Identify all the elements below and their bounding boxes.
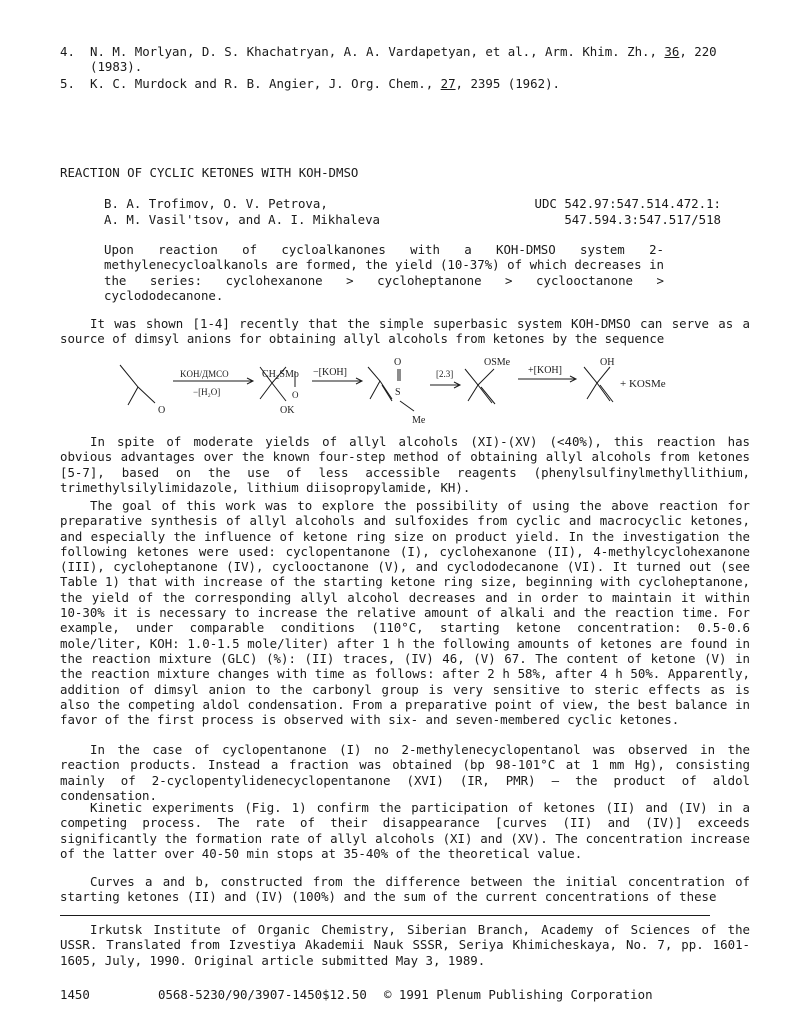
copyright: © 1991 Plenum Publishing Corporation bbox=[384, 987, 653, 1002]
reference-4 bbox=[60, 44, 750, 76]
sulfoxide-oxygen-label: O bbox=[394, 357, 402, 368]
reaction-scheme bbox=[100, 355, 740, 427]
body-paragraph-3: In the case of cyclopentanone (I) no 2-methylenecyclopentanol was observed in the reaction products. Instead a fraction was obtained (bp 98-101°C at 1 mm Hg), consisting mainly of 2-cyclopentylidenecyclopentanone (XVI) (IR, PMR) — the product of aldol condensation. bbox=[60, 742, 750, 803]
ok-label: OK bbox=[280, 405, 295, 416]
article-code: 0568-5230/90/3907-1450$12.50 bbox=[158, 987, 367, 1002]
small-oxygen-label: O bbox=[292, 390, 299, 400]
reference-text-end: , 220 (1983). bbox=[90, 44, 717, 75]
reagent-minus-koh: −[KOH] bbox=[313, 367, 347, 378]
footnote: Irkutsk Institute of Organic Chemistry, Siberian Branch, Academy of Sciences of the USSR. Translated from Izvestiya Akademii Nauk SSSR, Seriya Khimicheskaya, No. 7, pp. 1601-1605, July, 1990. Original article submitted May 3, 1989. bbox=[60, 922, 750, 968]
reference-5 bbox=[60, 76, 750, 92]
body-paragraph-4: Kinetic experiments (Fig. 1) confirm the participation of ketones (II) and (IV) in a competing process. The rate of their disappearance [curves (II) and (IV)] exceeds significantly the formation rate of allyl alcohols (XI) and (XV). The concentration increase of the latter over 40-50 min stops at 35-40% of the theoretical value. bbox=[60, 800, 750, 861]
sulfoxide-skeleton bbox=[368, 367, 380, 399]
reference-volume: 27 bbox=[440, 76, 456, 91]
reference-number: 5. bbox=[60, 76, 75, 91]
osme-label: OSMe bbox=[484, 357, 511, 368]
carbonyl-bond bbox=[138, 387, 155, 403]
reference-text: K. C. Murdock and R. B. Angier, J. Org. Chem., bbox=[90, 76, 441, 91]
hydroxyl-label: OH bbox=[600, 357, 615, 368]
ch2smo-label: CH₂SMo bbox=[262, 369, 299, 380]
methyl-label: Me bbox=[412, 415, 426, 426]
ketone-skeleton bbox=[120, 365, 138, 405]
ketone-oxygen-label: O bbox=[158, 405, 166, 416]
reference-text-end: , 2395 (1962). bbox=[455, 76, 560, 91]
body-paragraph-2: The goal of this work was to explore the possibility of using the above reaction for preparative synthesis of allyl alcohols and sulfoxides from cyclic and macrocyclic ketones, and especially the influence of ketone ring size on product yield. In the investigation the following ketones were used: cyclopentanone (I), cyclohexanone (II), 4-methylcyclohexanone (III), cycloheptanone (IV), cyclooctanone (V), and cyclododecanone (VI). It turned out (see Table 1) that with increase of the starting ketone ring size, beginning with cycloheptanone, the yield of the corresponding allyl alcohol decreases and in order to maintain it within 10-30% it is necessary to increase the relative amount of alkali and the reaction time. For example, under comparable conditions (110°C, starting ketone concentration: 0.5-0.6 mole/liter, KOH: 1.0-1.5 mole/liter) after 1 h the following amounts of ketones are found in the reaction mixture (GLC) (%): (II) traces, (IV) 46, (V) 67. The content of ketone (V) in the reaction mixture changes with time as follows: after 2 h 58%, after 4 h 50%. Apparently, addition of dimsyl anion to the carbonyl group is very sensitive to steric effects as is also the competing aldol condensation. From a preparative point of view, the best balance in favor of the first process is observed with six- and seven-membered cyclic ketones. bbox=[60, 498, 750, 728]
authors-line-1: B. A. Trofimov, O. V. Petrova, bbox=[104, 196, 328, 211]
udc-line-1: UDC 542.97:547.514.472.1: bbox=[534, 196, 721, 211]
reagent-koh-dmso: KOH/ДМСО bbox=[180, 369, 229, 379]
allyl-alcohol-skeleton bbox=[584, 367, 597, 399]
abstract: Upon reaction of cycloalkanones with a KOH-DMSO system 2-methylenecycloalkanols are formed, the yield (10-37%) of which decreases in the series: cyclohexanone > cycloheptanone > cyclooctanone > cyclododecanone. bbox=[104, 242, 664, 303]
sulfenate-skeleton bbox=[465, 369, 478, 401]
reference-text: N. M. Morlyan, D. S. Khachatryan, A. A. Vardapetyan, et al., Arm. Khim. Zh., bbox=[90, 44, 665, 59]
reagent-plus-koh: +[KOH] bbox=[528, 365, 562, 376]
sulfur-label: S bbox=[395, 387, 401, 398]
footnote-divider bbox=[60, 915, 710, 916]
reference-number: 4. bbox=[60, 44, 75, 59]
udc-line-2: 547.594.3:547.517/518 bbox=[564, 212, 721, 227]
reagent-minus-water: −[H₂O] bbox=[193, 387, 221, 397]
body-paragraph-5: Curves a and b, constructed from the difference between the initial concentration of starting ketones (II) and (IV) (100%) and the sum of the current concentrations of these bbox=[60, 874, 750, 905]
intro-paragraph: It was shown [1-4] recently that the simple superbasic system KOH-DMSO can serve as a source of dimsyl anions for obtaining allyl alcohols from ketones by the sequence bbox=[60, 316, 750, 347]
page-number: 1450 bbox=[60, 987, 90, 1002]
article-title: REACTION OF CYCLIC KETONES WITH KOH-DMSO bbox=[60, 165, 359, 180]
authors-line-2: A. M. Vasil'tsov, and A. I. Mikhaleva bbox=[104, 212, 381, 227]
reference-volume: 36 bbox=[664, 44, 680, 59]
body-paragraph-1: In spite of moderate yields of allyl alcohols (XI)-(XV) (<40%), this reaction has obvious advantages over the known four-step method of obtaining allyl alcohols from ketones [5-7], based on the use of less accessible reagents (phenylsulfinylmethyllithium, trimethylsilylimidazole, lithium diisopropylamide, KH). bbox=[60, 434, 750, 495]
rearrangement-label: [2.3] bbox=[436, 369, 454, 379]
byproduct-label: + KOSMe bbox=[620, 378, 666, 390]
